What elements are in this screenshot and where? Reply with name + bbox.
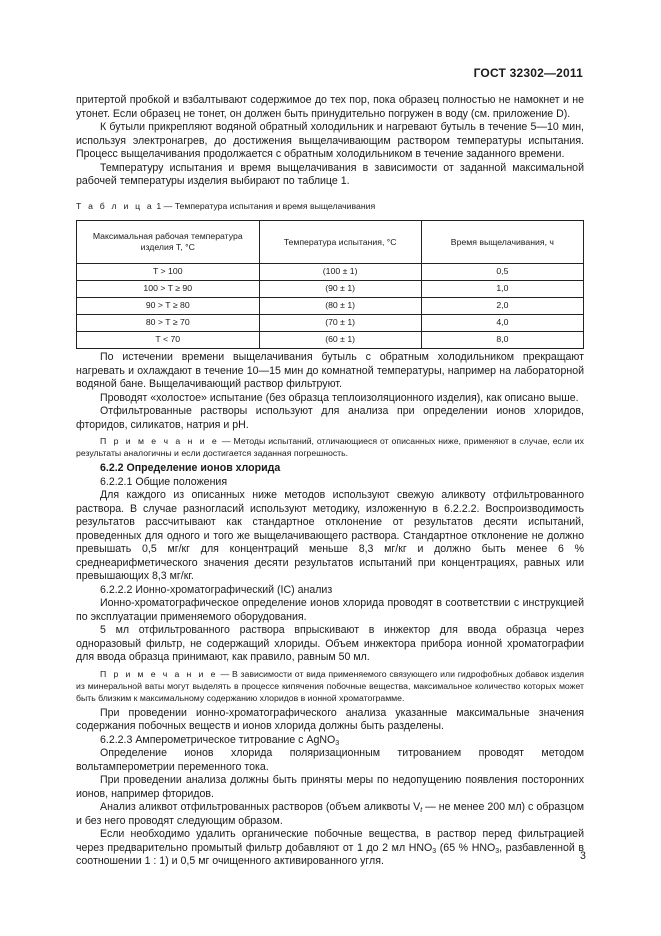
table-cell: T < 70 <box>77 332 260 349</box>
table-cell: 4,0 <box>421 315 583 332</box>
paragraph: 5 мл отфильтрованного раствора впрыскивают в инжектор для ввода образца через одноразовый фильтр, не содержащий хлориды. Объем инжектора прибора ионной хроматографии для ввода образца принимают, как правило, равным 50 мл. <box>76 624 584 663</box>
paragraph: Отфильтрованные растворы используют для анализа при определении ионов хлоридов, фторидов, силикатов, натрия и pH. <box>76 405 584 431</box>
paragraph: Температуру испытания и время выщелачивания в зависимости от заданной максимальной рабочей температуры изделия выбирают по таблице 1. <box>76 161 584 187</box>
paragraph: Проводят «холостое» испытание (без образца теплоизоляционного изделия), как описано выше. <box>100 391 579 404</box>
text-run: — не менее 200 мл) с образцом и без него проводят следующим образом. <box>76 801 584 827</box>
table-caption-text: 1 — Температура испытания и время выщелачивания <box>153 200 376 211</box>
paragraph: К бутыли прикрепляют водяной обратный холодильник и нагревают бутыль в течение 5—10 мин, используя электронагрев, до достижения выщелачивающим раствором температуры испытания. Процесс выщелачивания продолжается с обратным холодильником в течение заданного времени. <box>76 121 584 160</box>
page-content <box>76 94 584 869</box>
text-run: Если необходимо удалить органические побочные вещества, в раствор перед фильтрацией через предварительно промытый фильтр добавляют от 1 до 2 мл HNO <box>76 828 584 854</box>
note-text: — Методы испытаний, отличающиеся от описанных ниже, применяют в случае, если их результаты аналогичны и если достигается заданная погрешность. <box>76 436 584 458</box>
subscript: 3 <box>335 739 340 747</box>
text-run: (65 % HNO <box>436 841 496 854</box>
table-cell: (80 ± 1) <box>259 298 421 315</box>
table-cell: T > 100 <box>77 264 260 281</box>
paragraph: Определение ионов хлорида поляризационным титрованием проводят методом вольтамперометрии переменного тока. <box>76 747 584 773</box>
paragraph: Для каждого из описанных ниже методов используют свежую аликвоту отфильтрованного раствора. В случае разногласий используют методику, изложенную в 6.2.2.2. Воспроизводимость результатов рассчитывают как стандартное отклонение от результатов десяти испытаний, проведенных для одного и того же выщелачивающего раствора. Стандартное отклонение не должно превышать 0,5 мг/кг для концентраций меньше 8,3 мг/кг и должно быть менее 6 % среднеарифметического значения десяти результатов испытаний при концентрациях, равных или превышающих 8,3 мг/кг. <box>76 489 584 582</box>
subscript: 3 <box>495 847 500 855</box>
section-heading: 6.2.2 Определение ионов хлорида <box>100 462 281 474</box>
subscript: 3 <box>432 847 437 855</box>
paragraph <box>76 801 584 828</box>
column-header-leach-time: Время выщелачивания, ч <box>421 221 583 264</box>
subsection-heading-text: 6.2.2.3 Амперометрическое титрование с AgNO <box>100 733 336 746</box>
table-header-row <box>77 221 584 264</box>
table-row <box>77 281 584 298</box>
subsection-heading: 6.2.2.2 Ионно-хроматографический (IC) анализ <box>100 583 333 596</box>
table-cell: 90 > T ≥ 80 <box>77 298 260 315</box>
page-number: 3 <box>580 850 586 862</box>
table-row <box>77 298 584 315</box>
note <box>76 668 584 704</box>
paragraph: По истечении времени выщелачивания бутыль с обратным холодильником прекращают нагревать и охлаждают в течение 10—15 мин до комнатной температуры, например на лабораторной водяной бане. Выщелачивающий раствор фильтруют. <box>76 351 584 390</box>
table-cell: (60 ± 1) <box>259 332 421 349</box>
table-cell: 2,0 <box>421 298 583 315</box>
table-row <box>77 315 584 332</box>
table-cell: 80 > T ≥ 70 <box>77 315 260 332</box>
subsection-heading <box>76 734 584 748</box>
table-cell: 8,0 <box>421 332 583 349</box>
subsection-heading: 6.2.2.1 Общие положения <box>100 475 228 488</box>
note-text: — В зависимости от вида применяемого связующего или гидрофобных добавок изделия из минеральной ваты могут выделять в процессе кипячения побочные вещества, максимальное количество которых может быть близким к максимальному содержанию хлоридов в ионной хроматограмме. <box>76 668 584 703</box>
column-header-max-temp: Максимальная рабочая температура изделия T, °С <box>77 221 260 264</box>
table-cell: (90 ± 1) <box>259 281 421 298</box>
paragraph: притертой пробкой и взбалтывают содержимое до тех пор, пока образец полностью не намокнет и не утонет. Если образец не тонет, он должен быть принудительно погружен в воду (см. приложение D). <box>76 94 584 120</box>
table-caption <box>76 200 584 214</box>
table-cell: 1,0 <box>421 281 583 298</box>
note-label: П р и м е ч а н и е <box>100 668 218 679</box>
table-cell: 100 > T ≥ 90 <box>77 281 260 298</box>
table-row <box>77 264 584 281</box>
table-cell: (70 ± 1) <box>259 315 421 332</box>
column-header-test-temp: Температура испытания, °С <box>259 221 421 264</box>
table-cell: (100 ± 1) <box>259 264 421 281</box>
paragraph: Ионно-хроматографическое определение ионов хлорида проводят в соответствии с инструкцией по эксплуатации применяемого оборудования. <box>76 597 584 623</box>
paragraph: При проведении анализа должны быть приняты меры по недопущению появления посторонних ионов, например фторидов. <box>76 774 584 800</box>
note <box>76 435 584 459</box>
table-row <box>77 332 584 349</box>
table-cell: 0,5 <box>421 264 583 281</box>
table-caption-label: Т а б л и ц а <box>76 200 154 211</box>
note-label: П р и м е ч а н и е <box>100 436 219 446</box>
text-run: Анализ аликвот отфильтрованных растворов (объем аликвоты V <box>100 801 421 813</box>
text-run: , разбавленной в соотношении 1 : 1) и 0,5 мг очищенного активированного угля. <box>76 841 584 867</box>
subscript: t <box>420 807 423 814</box>
leaching-table <box>76 220 584 349</box>
document-header: ГОСТ 32302—2011 <box>473 66 583 80</box>
paragraph: При проведении ионно-хроматографического анализа указанные максимальные значения содержания побочных веществ и ионов хлорида должны быть разделены. <box>76 706 584 732</box>
paragraph <box>76 828 584 869</box>
